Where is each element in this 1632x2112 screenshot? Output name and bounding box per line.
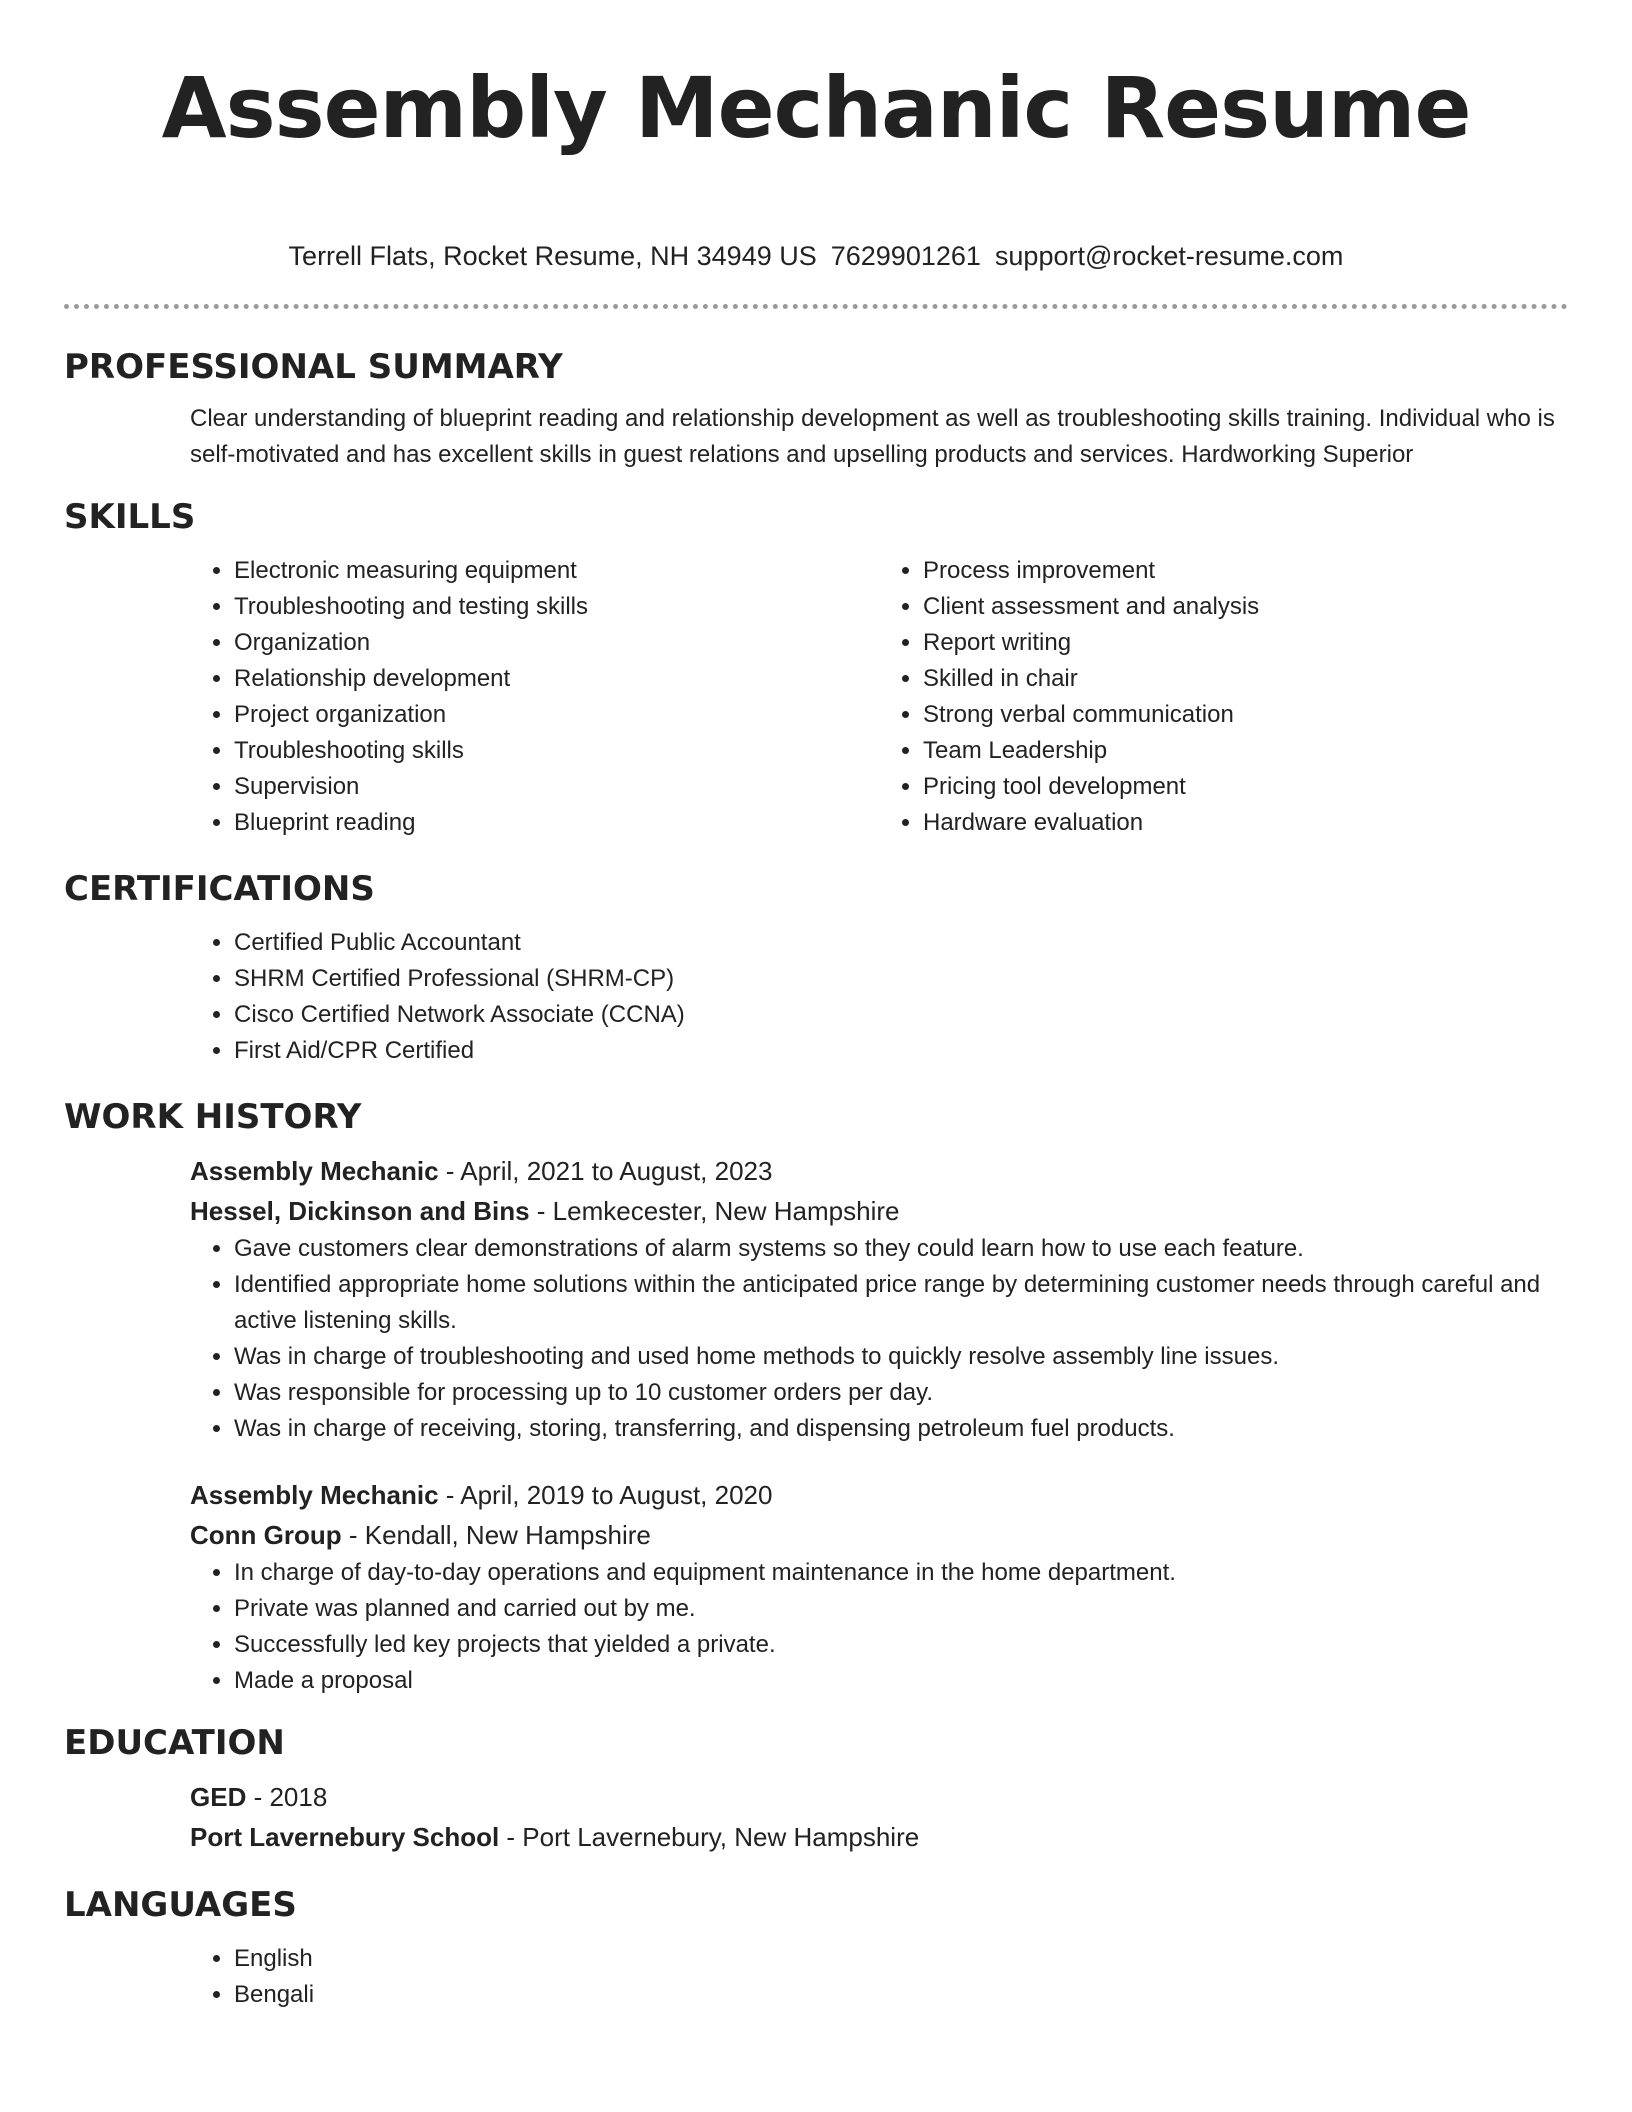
- education-degree: GED: [190, 1782, 247, 1812]
- skill-item: • Supervision: [234, 769, 879, 805]
- summary-heading: PROFESSIONAL SUMMARY: [64, 347, 563, 387]
- certifications-section: [64, 867, 1568, 1069]
- job-title: Assembly Mechanic: [190, 1156, 439, 1186]
- certification-item: • Cisco Certified Network Associate (CCNA): [234, 997, 1568, 1033]
- certification-item: • Certified Public Accountant: [234, 925, 1568, 961]
- contact-phone: 7629901261: [830, 241, 981, 271]
- skill-item: • Team Leadership: [923, 733, 1568, 769]
- contact-address: Terrell Flats, Rocket Resume, NH 34949 US: [288, 241, 817, 271]
- work-heading: WORK HISTORY: [64, 1097, 362, 1137]
- job-bullet: • Gave customers clear demonstrations of alarm systems so they could learn how to use each feature.: [234, 1231, 1568, 1267]
- certification-item: • First Aid/CPR Certified: [234, 1033, 1568, 1069]
- skill-item: • Process improvement: [923, 553, 1568, 589]
- skill-item: • Hardware evaluation: [923, 805, 1568, 841]
- education-body: [64, 1777, 1568, 1857]
- language-item: • English: [234, 1941, 1568, 1977]
- contact-line: [64, 236, 1568, 276]
- certifications-heading: CERTIFICATIONS: [64, 869, 375, 909]
- languages-section: [64, 1883, 1568, 2013]
- skill-item: • Report writing: [923, 625, 1568, 661]
- job-entry: [190, 1151, 1568, 1447]
- job-company: Conn Group: [190, 1520, 342, 1550]
- skill-item: • Relationship development: [234, 661, 879, 697]
- skill-item: • Troubleshooting skills: [234, 733, 879, 769]
- job-bullet: • Private was planned and carried out by me.: [234, 1591, 1568, 1627]
- job-title-line: [190, 1151, 1568, 1191]
- contact-email: support@rocket-resume.com: [994, 241, 1344, 271]
- job-bullet: • Successfully led key projects that yielded a private.: [234, 1627, 1568, 1663]
- job-bullet: • Was responsible for processing up to 10 customer orders per day.: [234, 1375, 1568, 1411]
- skill-item: • Client assessment and analysis: [923, 589, 1568, 625]
- job-title: Assembly Mechanic: [190, 1480, 439, 1510]
- skills-grid: [190, 553, 1568, 841]
- skill-item: • Project organization: [234, 697, 879, 733]
- skills-body: [64, 553, 1568, 841]
- job-bullet: • Identified appropriate home solutions within the anticipated price range by determining customer needs through careful and active listening skills.: [234, 1267, 1568, 1339]
- work-body: [64, 1151, 1568, 1699]
- job-company-line: [190, 1515, 1568, 1555]
- education-heading: EDUCATION: [64, 1723, 285, 1763]
- skills-list-left: [190, 553, 879, 841]
- education-degree-line: [190, 1777, 1568, 1817]
- education-school: Port Lavernebury School: [190, 1822, 500, 1852]
- skills-section: [64, 495, 1568, 841]
- summary-section: [64, 345, 1568, 473]
- job-entry: [190, 1475, 1568, 1699]
- summary-text: Clear understanding of blueprint reading and relationship development as well as troubleshooting skills training. Individual who is self-motivated and has excellent skills in guest relations and upselling products and services. Hardworking Superior: [190, 405, 1555, 468]
- job-company: Hessel, Dickinson and Bins: [190, 1196, 530, 1226]
- education-school-line: [190, 1817, 1568, 1857]
- certifications-list: [190, 925, 1568, 1069]
- skill-item: • Blueprint reading: [234, 805, 879, 841]
- skills-heading: SKILLS: [64, 497, 196, 537]
- job-bullet: • Made a proposal: [234, 1663, 1568, 1699]
- certifications-body: [64, 925, 1568, 1069]
- languages-list: [190, 1941, 1568, 2013]
- languages-heading: LANGUAGES: [64, 1885, 297, 1925]
- education-section: [64, 1721, 1568, 1857]
- job-bullet: • Was in charge of troubleshooting and used home methods to quickly resolve assembly line issues.: [234, 1339, 1568, 1375]
- language-item: • Bengali: [234, 1977, 1568, 2013]
- skill-item: • Electronic measuring equipment: [234, 553, 879, 589]
- languages-body: [64, 1941, 1568, 2013]
- skill-item: • Strong verbal communication: [923, 697, 1568, 733]
- job-bullets: [190, 1555, 1568, 1699]
- certification-item: • SHRM Certified Professional (SHRM-CP): [234, 961, 1568, 997]
- job-title-line: [190, 1475, 1568, 1515]
- skill-item: • Pricing tool development: [923, 769, 1568, 805]
- job-dates: - April, 2021 to August, 2023: [438, 1156, 773, 1186]
- resume-title: Assembly Mechanic Resume: [161, 59, 1471, 157]
- work-section: [64, 1095, 1568, 1699]
- summary-body: [64, 401, 1568, 473]
- skills-list-right: [879, 553, 1568, 841]
- education-year: - 2018: [246, 1782, 328, 1812]
- skill-item: • Skilled in chair: [923, 661, 1568, 697]
- skill-item: • Organization: [234, 625, 879, 661]
- job-location: - Lemkecester, New Hampshire: [529, 1196, 900, 1226]
- job-dates: - April, 2019 to August, 2020: [438, 1480, 773, 1510]
- job-company-line: [190, 1191, 1568, 1231]
- job-location: - Kendall, New Hampshire: [341, 1520, 651, 1550]
- job-bullet: • In charge of day-to-day operations and equipment maintenance in the home department.: [234, 1555, 1568, 1591]
- education-location: - Port Lavernebury, New Hampshire: [499, 1822, 920, 1852]
- header-divider: [64, 304, 1568, 309]
- skill-item: • Troubleshooting and testing skills: [234, 589, 879, 625]
- job-bullet: • Was in charge of receiving, storing, transferring, and dispensing petroleum fuel products.: [234, 1411, 1568, 1447]
- job-bullets: [190, 1231, 1568, 1447]
